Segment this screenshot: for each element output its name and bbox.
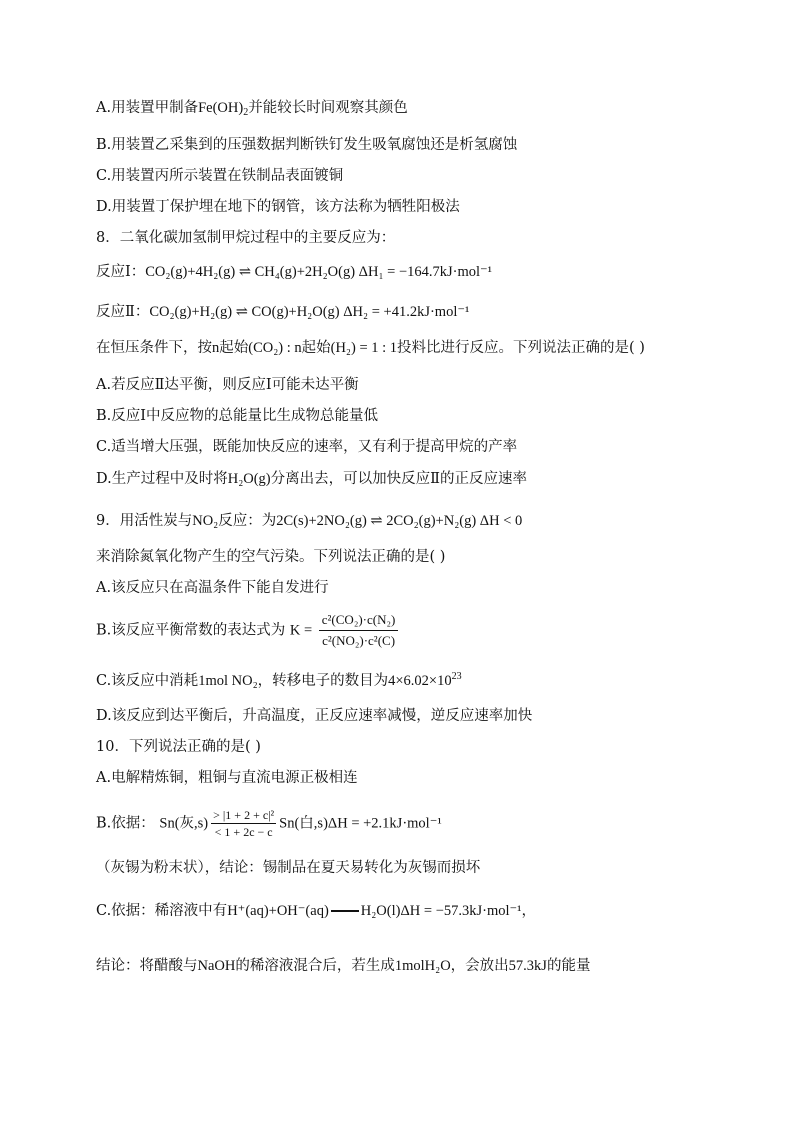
q8-option-b: B.反应Ⅰ中反应物的总能量比生成物总能量低 (96, 408, 378, 424)
q9-option-b (96, 612, 400, 649)
q8-option-c: C.适当增大压强，既能加快反应的速率，又有利于提高甲烷的产率 (96, 439, 518, 455)
reaction-2-label: 反应Ⅱ： (96, 304, 150, 320)
fe-oh-2-formula: $Fe(OH)_2$ (198, 100, 249, 118)
conclusion-prefix: 结论：将醋酸与 (96, 958, 198, 974)
q9-stem (96, 511, 522, 531)
q8-option-a: A.若反应Ⅱ达平衡，则反应Ⅰ可能未达平衡 (96, 377, 359, 393)
q10-option-b (96, 808, 442, 839)
neutralization-reactants: H⁺(aq)+OH⁻(aq) (227, 903, 329, 919)
q9-stem-2: 来消除氮氧化物产生的空气污染。下列说法正确的是( ) (96, 549, 446, 565)
condition-prefix: 在恒压条件下，按 (96, 340, 212, 356)
conclusion-mid-2: ，会放出 (450, 958, 509, 974)
energy-value: 57.3kJ (508, 958, 547, 974)
q8-stem: 8．二氧化碳加氢制甲烷过程中的主要反应为： (96, 230, 396, 246)
q9-equation: 2C(s)+2NO₂(g) ⇌ 2CO₂(g)+N₂(g) ΔH < 0 (276, 513, 523, 529)
q9-option-b-prefix: B.该反应平衡常数的表达式为 (96, 622, 286, 639)
no2-amount: 1mol NO₂ (198, 673, 258, 689)
q8-reaction-1 (96, 262, 492, 282)
q7-option-d: D.用装置丁保护埋在地下的钢管，该方法称为牺牲阳极法 (96, 199, 460, 215)
q8-condition (96, 338, 645, 358)
k-numerator: c²(CO₂)·c(N₂) (319, 612, 399, 631)
equilibrium-constant-fraction (319, 612, 399, 649)
q7-option-a-text: A.用装置甲制备 (96, 100, 199, 116)
grey-tin: Sn(灰,s) (159, 815, 209, 832)
naoh-formula: NaOH (197, 958, 236, 974)
q10-option-c-conclusion (96, 956, 590, 976)
condition-suffix: 投料比进行反应。下列说法正确的是( ) (397, 340, 645, 356)
q10-option-c-prefix: C.依据：稀溶液中有 (96, 903, 228, 919)
conclusion-mid: 的稀溶液混合后，若生成 (235, 958, 395, 974)
q9-option-c-prefix: C.该反应中消耗 (96, 673, 199, 689)
q8-option-d (96, 469, 527, 489)
q9-option-c (96, 671, 462, 691)
condition-bottom: < 1 + 2c − c (214, 825, 273, 839)
q8-reaction-2 (96, 302, 469, 322)
no2-formula: NO₂ (192, 513, 219, 529)
transition-condition (211, 808, 276, 839)
q10-option-c (96, 901, 536, 921)
equals-sign-icon (331, 910, 359, 912)
q9-stem-mid: 反应：为 (218, 513, 277, 529)
q7-option-b: B.用装置乙采集到的压强数据判断铁钉发生吸氧腐蚀还是析氢腐蚀 (96, 137, 518, 153)
neutralization-products: H₂O(l)ΔH = −57.3kJ·mol⁻¹， (360, 903, 537, 919)
q9-option-c-mid: ，转移电子的数目为 (257, 673, 389, 689)
water-gas-formula: H₂O(g) (227, 471, 271, 487)
condition-top: > |1 + 2 + c|² (213, 808, 275, 822)
q9-stem-prefix: 9．用活性炭与 (96, 513, 193, 529)
q8-option-d-suffix: 分离出去，可以加快反应Ⅱ的正反应速率 (270, 471, 527, 487)
q9-option-d: D.该反应到达平衡后，升高温度，正反应速率减慢，逆反应速率加快 (96, 708, 533, 724)
q10-option-b-prefix: B.依据： (96, 815, 155, 832)
q7-option-a-tail: 并能较长时间观察其颜色 (248, 100, 408, 116)
q7-option-a (96, 98, 408, 118)
q9-option-a: A.该反应只在高温条件下能自发进行 (96, 580, 329, 596)
electron-count: $4\times 6.02\times 10^{23}$ (388, 671, 462, 689)
q7-option-c: C.用装置丙所示装置在铁制品表面镀铜 (96, 168, 344, 184)
k-symbol: K = (289, 622, 313, 639)
k-denominator: c²(NO₂)·c²(C) (322, 633, 396, 648)
reaction-1-label: 反应Ⅰ： (96, 264, 146, 280)
q10-stem: 10．下列说法正确的是( ) (96, 739, 261, 755)
water-amount: 1molH₂O (394, 958, 451, 974)
q8-option-d-prefix: D.生产过程中及时将 (96, 471, 228, 487)
reaction-2-equation: CO₂(g)+H₂(g) ⇌ CO(g)+H₂O(g) ΔH₂ = +41.2kJ·mol⁻¹ (149, 304, 470, 320)
reaction-1-equation: CO₂(g)+4H₂(g) ⇌ CH₄(g)+2H₂O(g) ΔH₁ = −164.7kJ·mol⁻¹ (145, 264, 493, 280)
q10-option-a: A.电解精炼铜，粗铜与直流电源正极相连 (96, 770, 358, 786)
conclusion-suffix: 的能量 (546, 958, 591, 974)
q10-option-b-note: （灰锡为粉末状），结论：锡制品在夏天易转化为灰锡而损坏 (96, 860, 481, 876)
white-tin-enthalpy: Sn(白,s)ΔH = +2.1kJ·mol⁻¹ (279, 815, 442, 832)
feed-ratio: n起始(CO₂) : n起始(H₂) = 1 : 1 (212, 340, 398, 356)
